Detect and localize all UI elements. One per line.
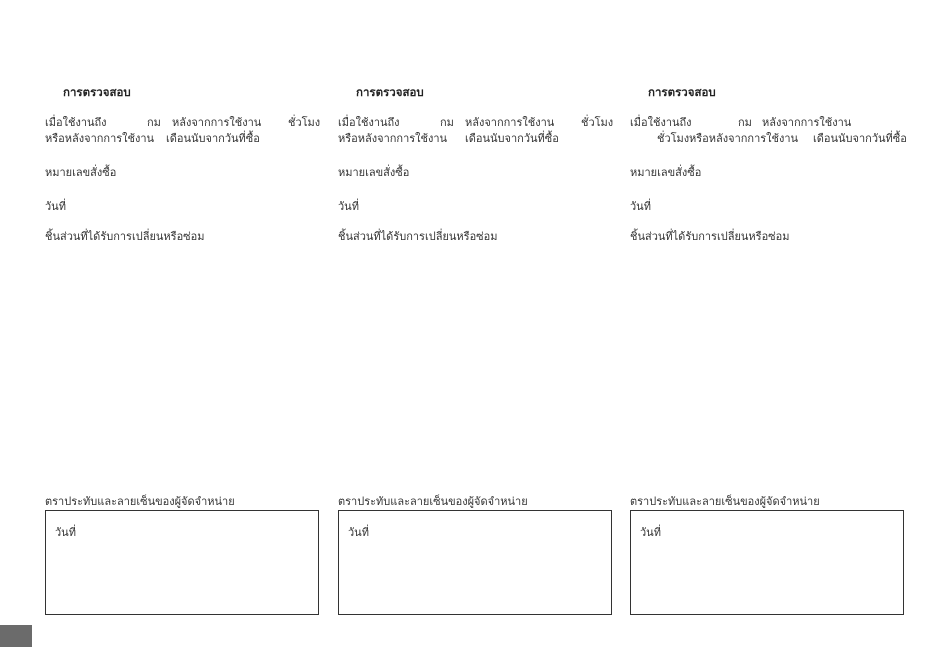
order-number-label: หมายเลขสั่งซื้อ bbox=[630, 166, 702, 179]
parts-replaced-label: ชิ้นส่วนที่ได้รับการเปลี่ยนหรือซ่อม bbox=[630, 230, 790, 243]
text-hours: ชั่วโมง bbox=[288, 116, 321, 129]
text-km: กม bbox=[440, 116, 454, 129]
parts-replaced-label: ชิ้นส่วนที่ได้รับการเปลี่ยนหรือซ่อม bbox=[45, 230, 205, 243]
date-label: วันที่ bbox=[45, 200, 66, 213]
text-after-use: หลังจากการใช้งาน bbox=[465, 116, 555, 129]
stamp-date-label: วันที่ bbox=[348, 526, 369, 539]
order-number-label: หมายเลขสั่งซื้อ bbox=[338, 166, 410, 179]
text-months-from-purchase: เดือนนับจากวันที่ซื้อ bbox=[465, 132, 559, 145]
inspection-title: การตรวจสอบ bbox=[648, 85, 716, 99]
dealer-stamp-label: ตราประทับและลายเซ็นของผู้จัดจำหน่าย bbox=[338, 495, 528, 508]
text-hours: ชั่วโมง bbox=[581, 116, 614, 129]
stamp-date-label: วันที่ bbox=[55, 526, 76, 539]
text-months-from-purchase: เดือนนับจากวันที่ซื้อ bbox=[813, 132, 907, 145]
parts-replaced-label: ชิ้นส่วนที่ได้รับการเปลี่ยนหรือซ่อม bbox=[338, 230, 498, 243]
text-or-after-use: หรือหลังจากการใช้งาน bbox=[45, 132, 155, 145]
text-months-from-purchase: เดือนนับจากวันที่ซื้อ bbox=[166, 132, 260, 145]
dealer-stamp-box bbox=[45, 510, 319, 615]
inspection-column-3 bbox=[630, 0, 907, 670]
dealer-stamp-box bbox=[338, 510, 612, 615]
date-label: วันที่ bbox=[630, 200, 651, 213]
dealer-stamp-box bbox=[630, 510, 904, 615]
text-when-reached: เมื่อใช้งานถึง bbox=[630, 116, 692, 129]
inspection-column-1 bbox=[45, 0, 319, 670]
page-corner-tab bbox=[0, 625, 32, 647]
stamp-date-label: วันที่ bbox=[640, 526, 661, 539]
text-hours: ชั่วโมง bbox=[657, 132, 690, 145]
inspection-title: การตรวจสอบ bbox=[63, 85, 131, 99]
text-when-reached: เมื่อใช้งานถึง bbox=[45, 116, 107, 129]
text-after-use: หลังจากการใช้งาน bbox=[172, 116, 262, 129]
dealer-stamp-label: ตราประทับและลายเซ็นของผู้จัดจำหน่าย bbox=[630, 495, 820, 508]
text-when-reached: เมื่อใช้งานถึง bbox=[338, 116, 400, 129]
text-km: กม bbox=[147, 116, 161, 129]
order-number-label: หมายเลขสั่งซื้อ bbox=[45, 166, 117, 179]
text-after-use: หลังจากการใช้งาน bbox=[762, 116, 852, 129]
text-or-after-use: หรือหลังจากการใช้งาน bbox=[689, 132, 799, 145]
text-km: กม bbox=[738, 116, 752, 129]
text-or-after-use: หรือหลังจากการใช้งาน bbox=[338, 132, 448, 145]
date-label: วันที่ bbox=[338, 200, 359, 213]
inspection-title: การตรวจสอบ bbox=[356, 85, 424, 99]
dealer-stamp-label: ตราประทับและลายเซ็นของผู้จัดจำหน่าย bbox=[45, 495, 235, 508]
inspection-column-2 bbox=[338, 0, 612, 670]
